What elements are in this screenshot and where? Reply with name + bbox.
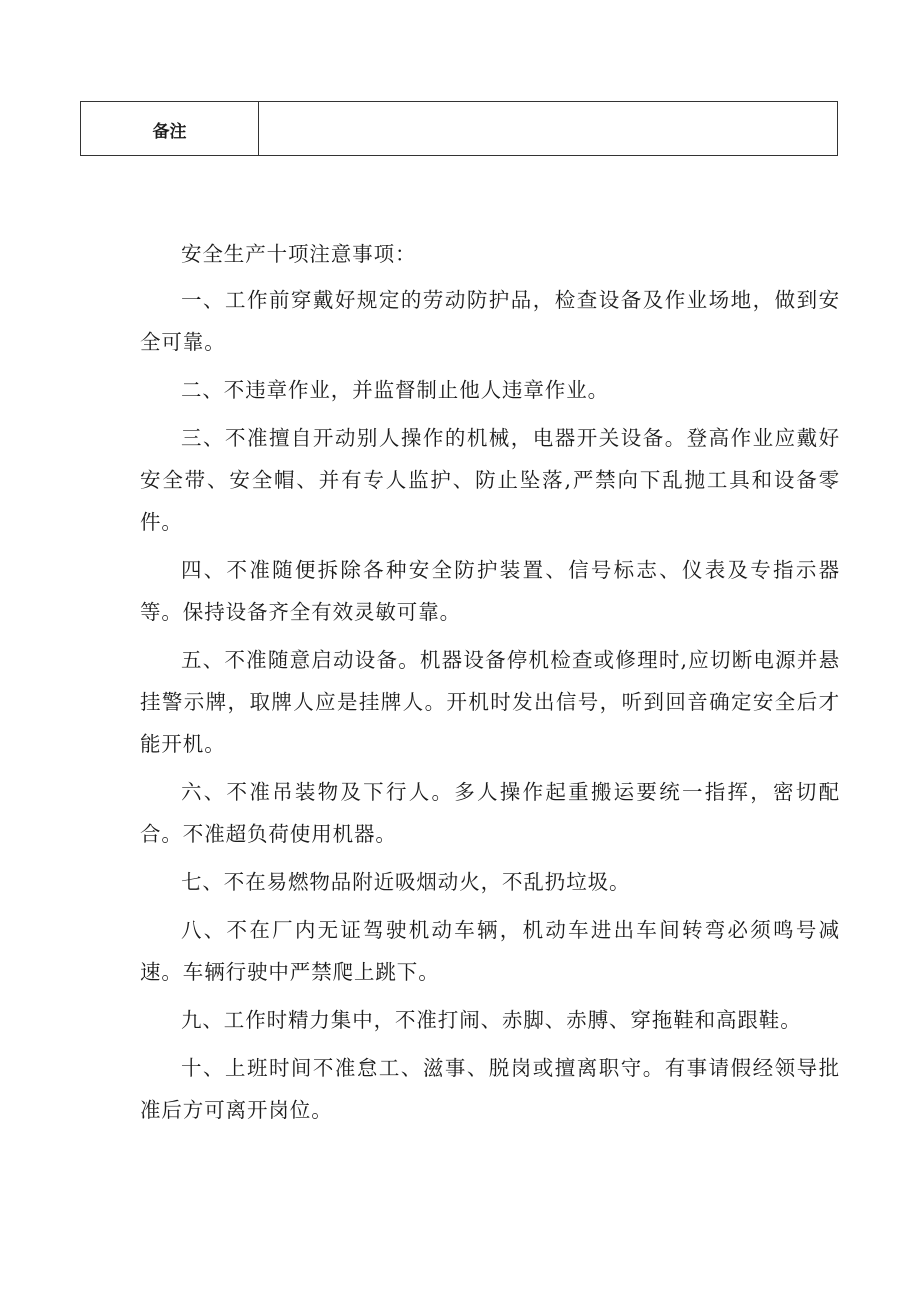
notice-item-8: 八、不在厂内无证驾驶机动车辆，机动车进出车间转弯必须鸣号减速。车辆行驶中严禁爬上跳下。 [140, 918, 840, 984]
notice-item-10: 十、上班时间不准怠工、滋事、脱岗或擅离职守。有事请假经领导批准后方可离开岗位。 [140, 1056, 840, 1122]
notice-title: 安全生产十项注意事项： [181, 242, 417, 266]
notice-item-5: 五、不准随意启动设备。机器设备停机检查或修理时,应切断电源并悬挂警示牌，取牌人应是挂牌人。开机时发出信号，听到回音确定安全后才能开机。 [140, 648, 840, 756]
notice-item-2: 二、不违章作业，并监督制止他人违章作业。 [181, 378, 609, 402]
notice-item-4: 四、不准随便拆除各种安全防护装置、信号标志、仪表及专指示器等。保持设备齐全有效灵敏可靠。 [140, 558, 840, 624]
remarks-label: 备注 [81, 102, 259, 155]
notice-item-9: 九、工作时精力集中，不准打闹、赤脚、赤膊、穿拖鞋和高跟鞋。 [181, 1008, 802, 1032]
notice-item-3: 三、不准擅自开动别人操作的机械，电器开关设备。登高作业应戴好安全带、安全帽、并有专人监护、防止坠落,严禁向下乱抛工具和设备零件。 [140, 426, 840, 534]
safety-notice [140, 233, 840, 1137]
remarks-table [80, 101, 838, 156]
notice-item-1: 一、工作前穿戴好规定的劳动防护品，检查设备及作业场地，做到安全可靠。 [140, 288, 840, 354]
remarks-value-cell [259, 102, 837, 155]
notice-item-7: 七、不在易燃物品附近吸烟动火，不乱扔垃圾。 [181, 870, 631, 894]
notice-item-6: 六、不准吊装物及下行人。多人操作起重搬运要统一指挥，密切配合。不准超负荷使用机器。 [140, 780, 840, 846]
